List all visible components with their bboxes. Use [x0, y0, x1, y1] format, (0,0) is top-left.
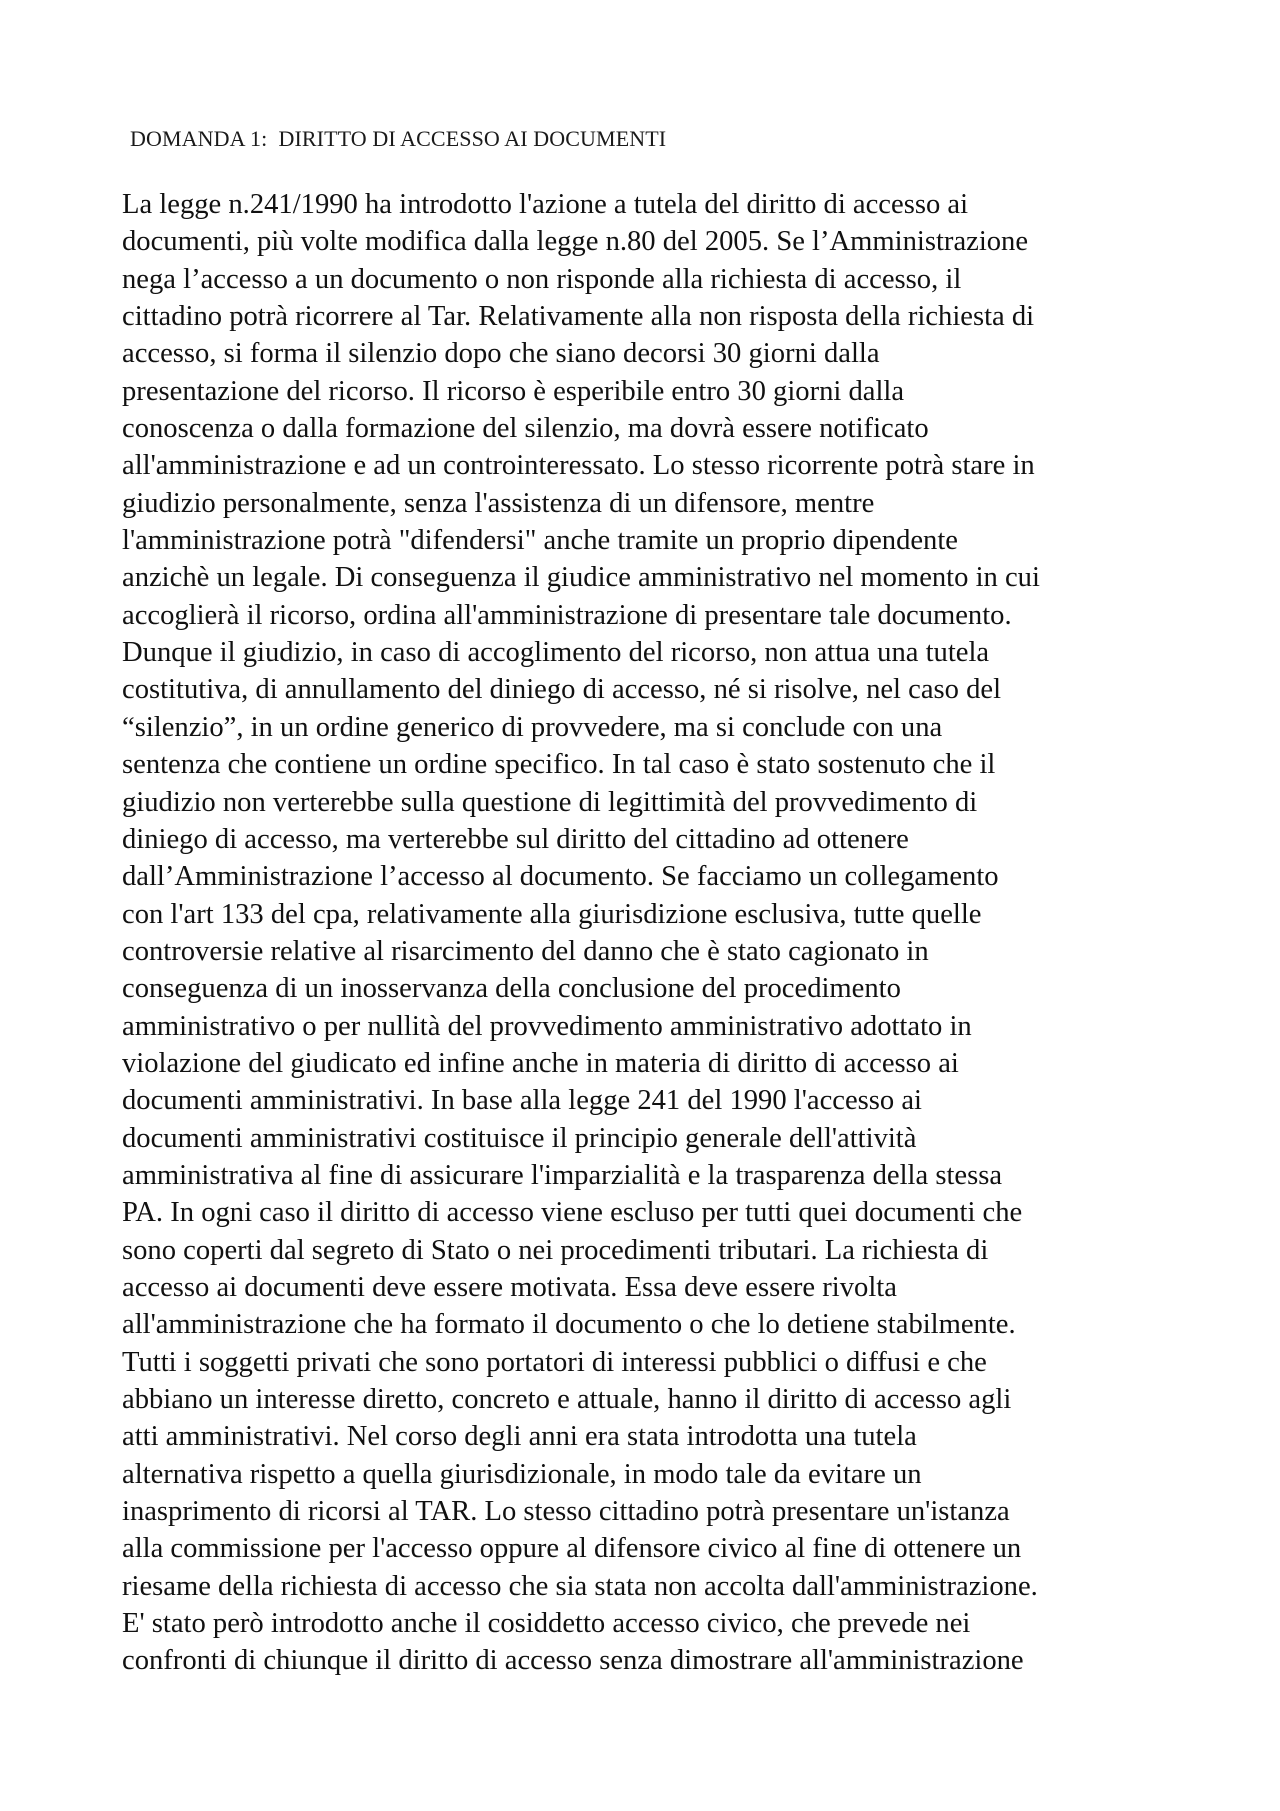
body-line: conoscenza o dalla formazione del silenzio, ma dovrà essere notificato — [122, 413, 929, 445]
body-line: cittadino potrà ricorrere al Tar. Relativamente alla non risposta della richiesta di — [122, 301, 1035, 333]
body-line: alternativa rispetto a quella giurisdizionale, in modo tale da evitare un — [122, 1458, 922, 1490]
body-line: diniego di accesso, ma verterebbe sul diritto del cittadino ad ottenere — [122, 823, 909, 855]
body-line: dall’Amministrazione l’accesso al documento. Se facciamo un collegamento — [122, 861, 999, 893]
body-line: confronti di chiunque il diritto di accesso senza dimostrare all'amministrazione — [122, 1645, 1024, 1677]
body-line: amministrativa al fine di assicurare l'imparzialità e la trasparenza della stessa — [122, 1159, 1003, 1191]
body-line: anzichè un legale. Di conseguenza il giudice amministrativo nel momento in cui — [122, 562, 1040, 594]
body-line: Dunque il giudizio, in caso di accoglimento del ricorso, non attua una tutela — [122, 637, 990, 669]
body-line: PA. In ogni caso il diritto di accesso viene escluso per tutti quei documenti che — [122, 1197, 1023, 1229]
body-line: La legge n.241/1990 ha introdotto l'azione a tutela del diritto di accesso ai — [122, 189, 969, 220]
body-line: abbiano un interesse diretto, concreto e attuale, hanno il diritto di accesso agli — [122, 1384, 1012, 1415]
body-line: controversie relative al risarcimento del danno che è stato cagionato in — [122, 935, 929, 967]
body-line: riesame della richiesta di accesso che sia stata non accolta dall'amministrazione. — [122, 1570, 1038, 1602]
body-line: all'amministrazione che ha formato il documento o che lo detiene stabilmente. — [122, 1309, 1016, 1341]
body-line: Tutti i soggetti privati che sono portatori di interessi pubblici o diffusi e che — [122, 1346, 987, 1378]
body-line: accesso ai documenti deve essere motivata. Essa deve essere rivolta — [122, 1271, 897, 1303]
body-line: violazione del giudicato ed infine anche in materia di diritto di accesso ai — [122, 1047, 959, 1079]
body-line: documenti amministrativi. In base alla legge 241 del 1990 l'accesso ai — [122, 1085, 922, 1117]
body-line: giudizio personalmente, senza l'assistenza di un difensore, mentre — [122, 487, 875, 519]
document-body — [122, 186, 1182, 1680]
body-line: sono coperti dal segreto di Stato o nei procedimenti tributari. La richiesta di — [122, 1234, 989, 1266]
body-line: sentenza che contiene un ordine specifico. In tal caso è stato sostenuto che il — [122, 749, 996, 781]
body-line: amministrativo o per nullità del provvedimento amministrativo adottato in — [122, 1010, 972, 1042]
body-line: alla commissione per l'accesso oppure al difensore civico al fine di ottenere un — [122, 1533, 1022, 1565]
body-line: l'amministrazione potrà "difendersi" anche tramite un proprio dipendente — [122, 525, 958, 557]
body-line: inasprimento di ricorsi al TAR. Lo stesso cittadino potrà presentare un'istanza — [122, 1496, 1010, 1528]
document-heading: DOMANDA 1: DIRITTO DI ACCESSO AI DOCUMENTI — [130, 126, 667, 151]
body-line: “silenzio”, in un ordine generico di provvedere, ma si conclude con una — [122, 711, 943, 743]
body-line: giudizio non verterebbe sulla questione di legittimità del provvedimento di — [122, 786, 978, 818]
body-line: documenti amministrativi costituisce il principio generale dell'attività — [122, 1122, 917, 1154]
body-line: accesso, si forma il silenzio dopo che siano decorsi 30 giorni dalla — [122, 338, 880, 370]
body-line: documenti, più volte modifica dalla legge n.80 del 2005. Se l’Amministrazione — [122, 226, 1029, 258]
body-line: con l'art 133 del cpa, relativamente alla giurisdizione esclusiva, tutte quelle — [122, 898, 982, 930]
body-line: nega l’accesso a un documento o non risponde alla richiesta di accesso, il — [122, 263, 962, 295]
body-line: accoglierà il ricorso, ordina all'amministrazione di presentare tale documento. — [122, 599, 1012, 631]
body-line: E' stato però introdotto anche il cosiddetto accesso civico, che prevede nei — [122, 1608, 971, 1640]
body-line: presentazione del ricorso. Il ricorso è esperibile entro 30 giorni dalla — [122, 375, 905, 407]
body-line: conseguenza di un inosservanza della conclusione del procedimento — [122, 973, 901, 1005]
body-line: atti amministrativi. Nel corso degli anni era stata introdotta una tutela — [122, 1421, 917, 1453]
body-line: costitutiva, di annullamento del diniego di accesso, né si risolve, nel caso del — [122, 674, 1002, 706]
body-line: all'amministrazione e ad un controinteressato. Lo stesso ricorrente potrà stare in — [122, 450, 1035, 482]
